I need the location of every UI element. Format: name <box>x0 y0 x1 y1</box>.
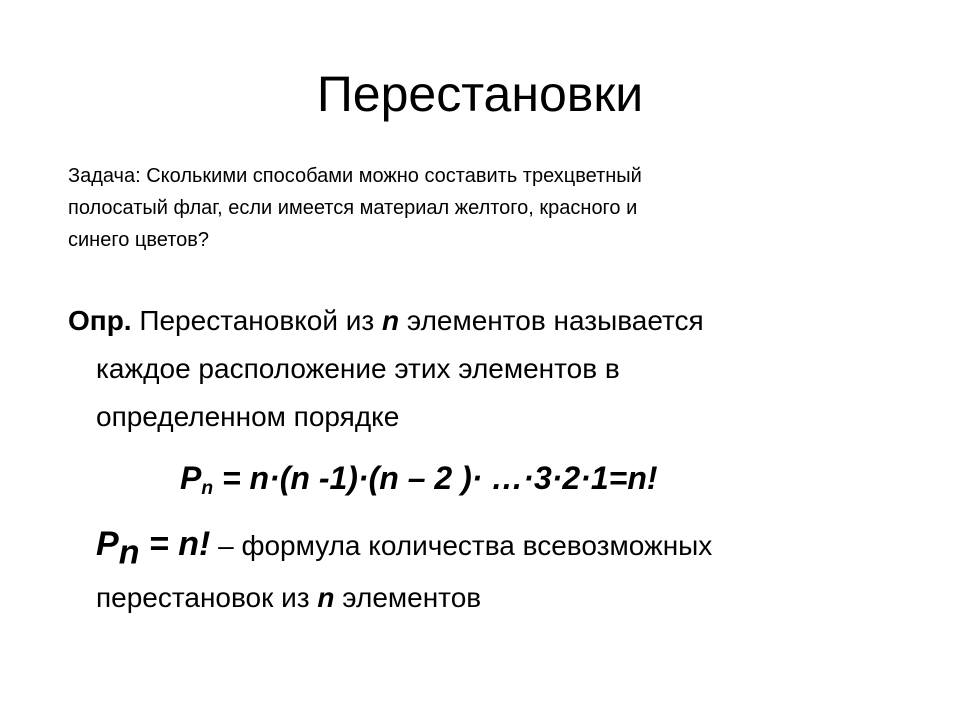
formula-expression: = n·(n -1)·(n – 2 )· …·3·2·1=n! <box>213 460 658 496</box>
note-line-1 <box>96 518 916 572</box>
definition-line-3: определенном порядке <box>96 401 400 432</box>
definition-var-n: n <box>382 305 400 336</box>
note-text-2a: перестановок из <box>96 582 318 613</box>
definition-line-1 <box>68 297 868 345</box>
definition-line-2: каждое расположение этих элементов в <box>96 353 620 384</box>
definition-block <box>68 297 868 441</box>
task-text <box>68 160 828 256</box>
formula-note <box>96 518 916 624</box>
task-line-3: синего цветов? <box>68 229 209 251</box>
task-line-1: Задача: Сколькими способами можно составить трехцветный <box>68 165 642 187</box>
note-symbol: P <box>96 525 119 563</box>
task-line-2: полосатый флаг, если имеется материал желтого, красного и <box>68 197 638 219</box>
definition-text-1a: Перестановкой из <box>131 305 383 336</box>
note-text-2b: элементов <box>334 582 482 613</box>
note-line-2 <box>96 572 916 624</box>
slide-title: Перестановки <box>316 66 644 122</box>
formula-symbol: P <box>180 460 202 496</box>
note-var-n: n <box>317 582 335 613</box>
formula-subscript: n <box>201 477 214 499</box>
definition-text-1b: элементов называется <box>399 305 704 336</box>
note-text-1: – формула количества всевозможных <box>210 530 713 561</box>
note-eq: = n! <box>139 525 211 563</box>
definition-label: Опр. <box>68 305 132 336</box>
permutation-formula <box>180 454 880 502</box>
note-subscript: n <box>118 533 140 572</box>
